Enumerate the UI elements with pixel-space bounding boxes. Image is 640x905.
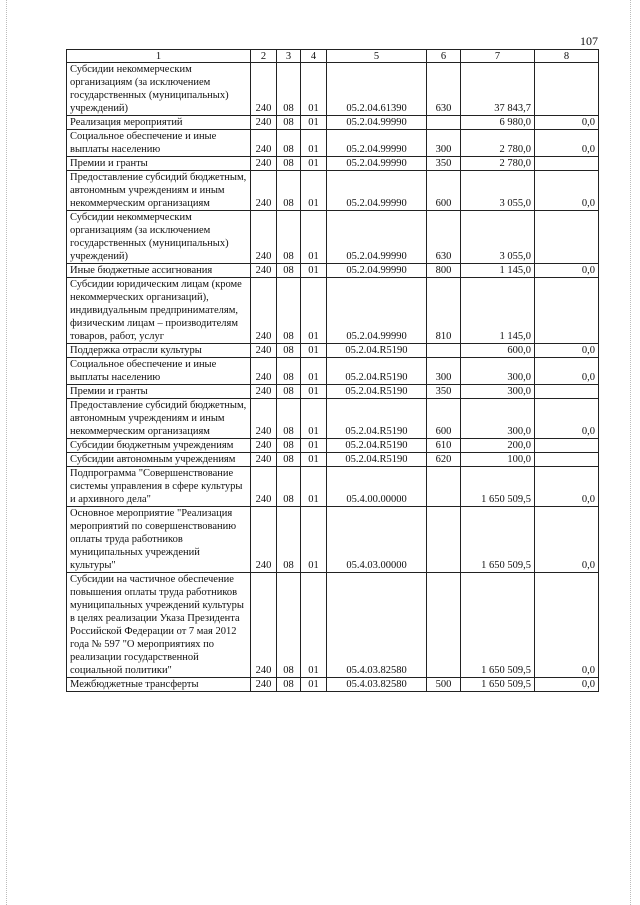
row-code-cell: 240 <box>251 211 277 264</box>
row-name-cell: Субсидии некоммерческим организациям (за исключением государственных (муниципальных) учреждений) <box>67 211 251 264</box>
row-amount-cell: 1 650 509,5 <box>461 467 535 507</box>
row-code-cell: 240 <box>251 399 277 439</box>
row-amount-2-cell <box>535 63 599 116</box>
row-section-cell: 08 <box>277 211 301 264</box>
row-amount-2-cell: 0,0 <box>535 116 599 130</box>
row-target-article-cell: 05.2.04.99990 <box>327 157 427 171</box>
row-section-cell: 08 <box>277 467 301 507</box>
row-amount-2-cell: 0,0 <box>535 399 599 439</box>
row-name-cell: Основное мероприятие "Реализация мероприятий по совершенствованию оплаты труда работников муниципальных учреждений культуры" <box>67 507 251 573</box>
row-subsection-cell: 01 <box>301 507 327 573</box>
row-expense-type-cell <box>427 116 461 130</box>
row-amount-cell: 300,0 <box>461 358 535 385</box>
table-row <box>67 211 599 264</box>
row-section-cell: 08 <box>277 507 301 573</box>
budget-table <box>66 49 599 692</box>
row-expense-type-cell: 600 <box>427 399 461 439</box>
row-target-article-cell: 05.4.00.00000 <box>327 467 427 507</box>
row-code-cell: 240 <box>251 467 277 507</box>
row-expense-type-cell: 350 <box>427 385 461 399</box>
row-expense-type-cell: 620 <box>427 453 461 467</box>
row-code-cell: 240 <box>251 63 277 116</box>
row-target-article-cell: 05.4.03.82580 <box>327 573 427 678</box>
row-subsection-cell: 01 <box>301 116 327 130</box>
row-name-cell: Субсидии бюджетным учреждениям <box>67 439 251 453</box>
header-col-8: 8 <box>535 50 599 63</box>
row-code-cell: 240 <box>251 157 277 171</box>
row-amount-2-cell: 0,0 <box>535 573 599 678</box>
row-amount-2-cell <box>535 439 599 453</box>
table-row <box>67 453 599 467</box>
row-amount-2-cell <box>535 453 599 467</box>
row-name-cell: Социальное обеспечение и иные выплаты населению <box>67 358 251 385</box>
table-row <box>67 171 599 211</box>
table-row <box>67 344 599 358</box>
row-section-cell: 08 <box>277 116 301 130</box>
row-section-cell: 08 <box>277 358 301 385</box>
row-subsection-cell: 01 <box>301 278 327 344</box>
row-code-cell: 240 <box>251 171 277 211</box>
row-name-cell: Иные бюджетные ассигнования <box>67 264 251 278</box>
row-subsection-cell: 01 <box>301 467 327 507</box>
row-expense-type-cell: 800 <box>427 264 461 278</box>
table-row <box>67 573 599 678</box>
row-section-cell: 08 <box>277 157 301 171</box>
row-section-cell: 08 <box>277 344 301 358</box>
row-section-cell: 08 <box>277 439 301 453</box>
table-row <box>67 278 599 344</box>
row-amount-cell: 100,0 <box>461 453 535 467</box>
row-name-cell: Субсидии автономным учреждениям <box>67 453 251 467</box>
row-amount-cell: 3 055,0 <box>461 171 535 211</box>
table-row <box>67 678 599 692</box>
row-target-article-cell: 05.2.04.R5190 <box>327 399 427 439</box>
row-name-cell: Реализация мероприятий <box>67 116 251 130</box>
header-col-2: 2 <box>251 50 277 63</box>
row-name-cell: Предоставление субсидий бюджетным, автономным учреждениям и иным некоммерческим организациям <box>67 171 251 211</box>
row-target-article-cell: 05.2.04.R5190 <box>327 439 427 453</box>
row-code-cell: 240 <box>251 116 277 130</box>
row-code-cell: 240 <box>251 130 277 157</box>
row-target-article-cell: 05.2.04.R5190 <box>327 385 427 399</box>
page-number: 107 <box>580 34 598 48</box>
row-section-cell: 08 <box>277 453 301 467</box>
row-amount-2-cell: 0,0 <box>535 507 599 573</box>
row-target-article-cell: 05.2.04.99990 <box>327 130 427 157</box>
row-code-cell: 240 <box>251 264 277 278</box>
row-amount-2-cell <box>535 157 599 171</box>
row-target-article-cell: 05.2.04.99990 <box>327 278 427 344</box>
row-target-article-cell: 05.2.04.R5190 <box>327 344 427 358</box>
row-amount-cell: 1 650 509,5 <box>461 573 535 678</box>
row-section-cell: 08 <box>277 678 301 692</box>
row-subsection-cell: 01 <box>301 453 327 467</box>
row-amount-cell: 200,0 <box>461 439 535 453</box>
row-expense-type-cell: 600 <box>427 171 461 211</box>
row-name-cell: Подпрограмма "Совершенствование системы управления в сфере культуры и архивного дела" <box>67 467 251 507</box>
row-expense-type-cell <box>427 344 461 358</box>
row-name-cell: Субсидии юридическим лицам (кроме некоммерческих организаций), индивидуальным предпринимателям, физическим лицам – производителям товаров, работ, услуг <box>67 278 251 344</box>
row-target-article-cell: 05.2.04.99990 <box>327 116 427 130</box>
table-row <box>67 157 599 171</box>
row-section-cell: 08 <box>277 130 301 157</box>
row-target-article-cell: 05.2.04.99990 <box>327 211 427 264</box>
table-row <box>67 63 599 116</box>
row-section-cell: 08 <box>277 264 301 278</box>
row-code-cell: 240 <box>251 344 277 358</box>
row-subsection-cell: 01 <box>301 63 327 116</box>
row-expense-type-cell: 300 <box>427 130 461 157</box>
row-subsection-cell: 01 <box>301 211 327 264</box>
row-amount-cell: 600,0 <box>461 344 535 358</box>
header-col-7: 7 <box>461 50 535 63</box>
row-amount-cell: 37 843,7 <box>461 63 535 116</box>
row-target-article-cell: 05.2.04.61390 <box>327 63 427 116</box>
row-amount-cell: 1 145,0 <box>461 264 535 278</box>
row-name-cell: Поддержка отрасли культуры <box>67 344 251 358</box>
row-subsection-cell: 01 <box>301 385 327 399</box>
header-col-6: 6 <box>427 50 461 63</box>
row-name-cell: Социальное обеспечение и иные выплаты населению <box>67 130 251 157</box>
row-target-article-cell: 05.2.04.99990 <box>327 264 427 278</box>
row-amount-2-cell: 0,0 <box>535 130 599 157</box>
row-amount-cell: 300,0 <box>461 399 535 439</box>
row-expense-type-cell <box>427 507 461 573</box>
row-expense-type-cell: 630 <box>427 211 461 264</box>
row-section-cell: 08 <box>277 171 301 211</box>
row-name-cell: Субсидии на частичное обеспечение повышения оплаты труда работников муниципальных учреждений культуры в целях реализации Указа Президента Российской Федерации от 7 мая 2012 года № 597 "О мероприятиях по реализации государственной социальной политики" <box>67 573 251 678</box>
header-col-1: 1 <box>67 50 251 63</box>
row-subsection-cell: 01 <box>301 399 327 439</box>
row-section-cell: 08 <box>277 278 301 344</box>
row-name-cell: Субсидии некоммерческим организациям (за исключением государственных (муниципальных) учреждений) <box>67 63 251 116</box>
row-expense-type-cell: 630 <box>427 63 461 116</box>
row-subsection-cell: 01 <box>301 130 327 157</box>
row-amount-cell: 2 780,0 <box>461 157 535 171</box>
header-row <box>67 50 599 63</box>
row-subsection-cell: 01 <box>301 171 327 211</box>
row-name-cell: Премии и гранты <box>67 385 251 399</box>
table-row <box>67 507 599 573</box>
row-name-cell: Премии и гранты <box>67 157 251 171</box>
row-amount-2-cell <box>535 278 599 344</box>
row-expense-type-cell: 300 <box>427 358 461 385</box>
table-row <box>67 399 599 439</box>
row-target-article-cell: 05.4.03.82580 <box>327 678 427 692</box>
budget-table-container <box>66 49 598 692</box>
row-target-article-cell: 05.2.04.99990 <box>327 171 427 211</box>
table-row <box>67 385 599 399</box>
table-row <box>67 116 599 130</box>
row-name-cell: Предоставление субсидий бюджетным, автономным учреждениям и иным некоммерческим организациям <box>67 399 251 439</box>
row-subsection-cell: 01 <box>301 358 327 385</box>
row-amount-2-cell: 0,0 <box>535 264 599 278</box>
row-amount-2-cell <box>535 211 599 264</box>
scan-edge-left <box>6 0 10 905</box>
row-amount-cell: 6 980,0 <box>461 116 535 130</box>
row-code-cell: 240 <box>251 678 277 692</box>
row-target-article-cell: 05.2.04.R5190 <box>327 453 427 467</box>
row-code-cell: 240 <box>251 453 277 467</box>
row-subsection-cell: 01 <box>301 344 327 358</box>
row-code-cell: 240 <box>251 439 277 453</box>
row-code-cell: 240 <box>251 573 277 678</box>
row-expense-type-cell <box>427 573 461 678</box>
row-amount-2-cell: 0,0 <box>535 678 599 692</box>
table-row <box>67 358 599 385</box>
row-amount-2-cell: 0,0 <box>535 358 599 385</box>
row-amount-2-cell: 0,0 <box>535 171 599 211</box>
table-row <box>67 439 599 453</box>
row-expense-type-cell <box>427 467 461 507</box>
row-code-cell: 240 <box>251 358 277 385</box>
row-amount-2-cell: 0,0 <box>535 344 599 358</box>
row-subsection-cell: 01 <box>301 264 327 278</box>
row-section-cell: 08 <box>277 573 301 678</box>
row-amount-cell: 1 650 509,5 <box>461 507 535 573</box>
table-row <box>67 264 599 278</box>
header-col-5: 5 <box>327 50 427 63</box>
row-expense-type-cell: 350 <box>427 157 461 171</box>
row-target-article-cell: 05.4.03.00000 <box>327 507 427 573</box>
row-expense-type-cell: 810 <box>427 278 461 344</box>
row-amount-cell: 1 145,0 <box>461 278 535 344</box>
row-section-cell: 08 <box>277 63 301 116</box>
header-col-4: 4 <box>301 50 327 63</box>
row-amount-cell: 2 780,0 <box>461 130 535 157</box>
row-expense-type-cell: 500 <box>427 678 461 692</box>
row-amount-2-cell: 0,0 <box>535 467 599 507</box>
row-name-cell: Межбюджетные трансферты <box>67 678 251 692</box>
row-subsection-cell: 01 <box>301 439 327 453</box>
row-amount-cell: 1 650 509,5 <box>461 678 535 692</box>
table-row <box>67 467 599 507</box>
row-amount-2-cell <box>535 385 599 399</box>
table-row <box>67 130 599 157</box>
row-code-cell: 240 <box>251 278 277 344</box>
row-subsection-cell: 01 <box>301 157 327 171</box>
scan-edge-right <box>630 0 634 905</box>
row-section-cell: 08 <box>277 399 301 439</box>
row-expense-type-cell: 610 <box>427 439 461 453</box>
row-section-cell: 08 <box>277 385 301 399</box>
row-amount-cell: 300,0 <box>461 385 535 399</box>
table-body <box>67 63 599 692</box>
row-subsection-cell: 01 <box>301 573 327 678</box>
row-code-cell: 240 <box>251 385 277 399</box>
row-target-article-cell: 05.2.04.R5190 <box>327 358 427 385</box>
header-col-3: 3 <box>277 50 301 63</box>
row-code-cell: 240 <box>251 507 277 573</box>
row-amount-cell: 3 055,0 <box>461 211 535 264</box>
row-subsection-cell: 01 <box>301 678 327 692</box>
